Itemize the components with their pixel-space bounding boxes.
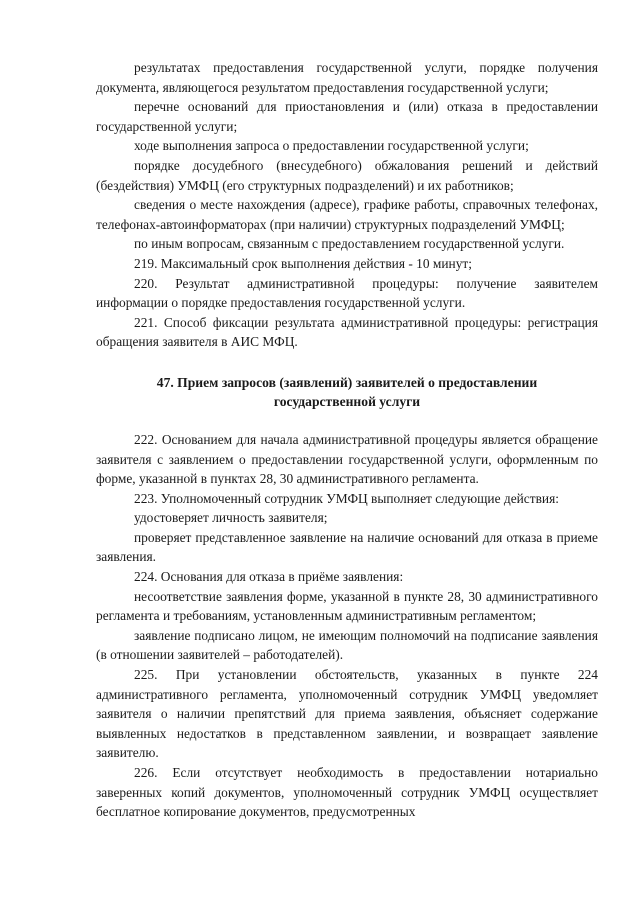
paragraph: ходе выполнения запроса о предоставлении государственной услуги; [134, 138, 529, 154]
paragraph: несоответствие заявления форме, указанной в пункте 28, 30 административного регламента и требованиям, установленным административным регламентом; [96, 588, 598, 624]
paragraph: 226. Если отсутствует необходимость в предоставлении нотариально заверенных копий документов, уполномоченный сотрудник УМФЦ осуществляет бесплатное копирование документов, предусмотренных [96, 765, 598, 820]
paragraph: 220. Результат административной процедуры: получение заявителем информации о порядке предоставления государственной услуги. [96, 275, 598, 311]
paragraph: результатах предоставления государственной услуги, порядке получения документа, являющегося результатом предоставления государственной услуги; [96, 60, 598, 95]
paragraph: 219. Максимальный срок выполнения действия - 10 минут; [134, 255, 472, 271]
spacer [96, 411, 598, 430]
paragraph: заявление подписано лицом, не имеющим полномочий на подписание заявления (в отношении заявителей – работодателей). [96, 627, 598, 663]
paragraph: перечне оснований для приостановления и (или) отказа в предоставлении государственной услуги; [96, 99, 598, 134]
paragraph: 225. При установлении обстоятельств, указанных в пункте 224 административного регламента, уполномоченный сотрудник УМФЦ уведомляет заявителя о наличии препятствий для приема заявления, объясняет содержание выявленных недостатков в представленном заявлении, и возвращает заявление заявителю. [96, 667, 598, 761]
paragraph: 221. Способ фиксации результата административной процедуры: регистрация обращения заявителя в АИС МФЦ. [96, 314, 598, 350]
section-heading: 47. Прием запросов (заявлений) заявителей о предоставлении государственной услуги [156, 374, 538, 409]
paragraph: порядке досудебного (внесудебного) обжалования решений и действий (бездействия) УМФЦ (его структурных подразделений) и их работников; [96, 157, 598, 193]
paragraph: проверяет представленное заявление на наличие оснований для отказа в приеме заявления. [96, 529, 598, 565]
paragraph: 224. Основания для отказа в приёме заявления: [134, 569, 404, 585]
spacer [96, 352, 598, 373]
paragraph: сведения о месте нахождения (адресе), графике работы, справочных телефонах, телефонах-автоинформаторах (при наличии) структурных подразделений УМФЦ; [96, 197, 598, 232]
paragraph: 223. Уполномоченный сотрудник УМФЦ выполняет следующие действия: [134, 490, 559, 506]
document-body [96, 58, 598, 822]
paragraph: удостоверяет личность заявителя; [134, 510, 328, 526]
paragraph: 222. Основанием для начала административной процедуры является обращение заявителя с заявлением о предоставлении государственной услуги, оформленным по форме, указанной в пунктах 28, 30 административного регламента. [96, 431, 598, 487]
paragraph: по иным вопросам, связанным с предоставлением государственной услуги. [134, 236, 565, 252]
